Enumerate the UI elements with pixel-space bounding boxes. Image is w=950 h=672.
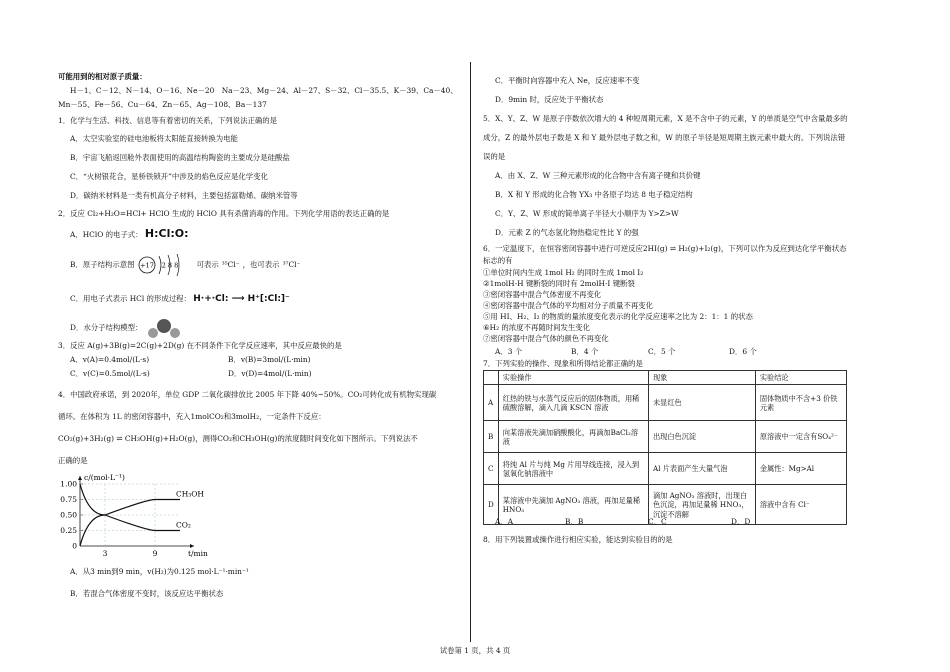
q1-option-b[interactable]: B．宇宙飞船返回舱外表面使用的高温结构陶瓷的主要成分是硅酸盐: [70, 153, 290, 162]
q2-option-c[interactable]: [70, 294, 290, 305]
operation-cell: 红热的铁与水蒸气反应后的固体物质，用稀硫酸溶解，滴入几滴 KSCN 溶液: [498, 385, 648, 421]
q2-option-b[interactable]: [70, 252, 300, 278]
column-header: 现象: [648, 371, 755, 385]
q6-option-c[interactable]: C．5 个: [648, 347, 676, 356]
conclusion-cell: 原溶液中一定含有SO₄²⁻: [755, 421, 846, 453]
table-header-row: [484, 371, 847, 385]
q4-option-c[interactable]: C．平衡时向容器中充入 Ne，反应速率不变: [495, 76, 640, 85]
row-label: C: [484, 453, 499, 485]
q1-option-d[interactable]: D．碳纳米材料是一类有机高分子材料，主要包括富勒烯、碳纳米管等: [70, 191, 298, 200]
q2-option-b-label: B．原子结构示意图: [70, 260, 135, 270]
row-label: D: [484, 485, 499, 525]
q7-option-b[interactable]: B．B: [565, 517, 584, 526]
q2-option-a[interactable]: [70, 227, 189, 241]
q4-option-a[interactable]: A．从3 min到9 min，v(H₂)为0.125 mol·L⁻¹·min⁻¹: [70, 567, 249, 576]
water-molecule-model: [146, 316, 182, 340]
q5-stem-line2: 成分，Z 的最外层电子数是 X 和 Y 最外层电子数之和，W 的原子半径是短周期主族元素中最大的。下列说法错: [483, 133, 846, 142]
q6-item: ②1molH-H 键断裂的同时有 2molH-I 键断裂: [483, 279, 635, 288]
y-tick-label: 0.75: [60, 495, 77, 504]
y-axis-label: c/(mol·L⁻¹): [84, 473, 125, 482]
atomic-mass-list: H－1、C－12、N－14、O－16、Ne－20 Na－23、Mg－24、Al－27、S－32、Cl－35.5、K－39、Ca－40、: [70, 86, 458, 95]
q2-option-b-ion2: ³⁷Cl⁻: [282, 260, 301, 270]
x-axis-arrow: [190, 544, 194, 548]
hydrogen-atom: [170, 328, 180, 338]
q2-option-a-label: A．HClO 的电子式：: [70, 230, 143, 239]
q7-option-c[interactable]: C．C: [648, 517, 667, 526]
oxygen-atom: [157, 319, 171, 333]
hydrogen-atom: [148, 328, 158, 338]
q5-option-a[interactable]: A．由 X、Z、W 三种元素形成的化合物中含有离子键和共价键: [495, 171, 701, 180]
q5-option-c[interactable]: C．Y、Z、W 形成的简单离子半径大小顺序为 Y>Z>W: [495, 209, 679, 218]
q3-stem: 3．反应 A(g)+3B(g)=2C(g)+2D(g) 在不同条件下化学反应速率，其中反应最快的是: [58, 341, 342, 350]
q7-stem: 7．下列实验的操作、现象和所得结论都正确的是: [483, 359, 643, 368]
x-tick-label: 9: [152, 549, 158, 558]
y-axis-arrow: [78, 476, 82, 480]
q1-option-c[interactable]: C．“火树银花合，星桥铁锁开”中涉及的焰色反应是化学变化: [70, 172, 268, 181]
q2-option-d-label: D．水分子结构模型：: [70, 323, 143, 333]
q2-option-b-tail2: ，也可表示: [242, 260, 280, 270]
operation-cell: 向某溶液先滴加硝酸酸化，再滴加BaCl₂溶液: [498, 421, 648, 453]
y-tick-label: 0: [72, 541, 77, 551]
q6-item: ③密闭容器中混合气体密度不再变化: [483, 290, 602, 299]
conclusion-cell: 金属性：Mg>Al: [755, 453, 846, 485]
phenomenon-cell: 出现白色沉淀: [648, 421, 755, 453]
column-divider: [470, 62, 471, 642]
y-tick-label: 0.25: [60, 526, 77, 535]
operation-cell: 某溶液中先滴加 AgNO₃ 溶液，再加足量稀 HNO₃: [498, 485, 648, 525]
row-label: B: [484, 421, 499, 453]
q6-item: ⑥H₂ 的浓度不再随时间发生变化: [483, 323, 591, 332]
series-label: CO₂: [176, 520, 191, 530]
conclusion-cell: 固体物质中不含+3 价铁元素: [755, 385, 846, 421]
conclusion-cell: 溶液中含有 Cl⁻: [755, 485, 846, 525]
hcl-formation-formula: H·+·Cl: ⟶ H⁺[:Cl:]⁻: [193, 294, 290, 304]
concentration-chart: [58, 472, 258, 558]
table-row: [484, 453, 847, 485]
q5-option-b[interactable]: B．X 和 Y 形成的化合物 YX₃ 中各原子均达 8 电子稳定结构: [495, 190, 693, 199]
q2-option-d[interactable]: [70, 316, 182, 340]
q7-option-a[interactable]: A．A: [495, 517, 514, 526]
q3-option-c[interactable]: C．v(C)=0.5mol/(L·s): [70, 369, 150, 378]
q5-option-d[interactable]: D．元素 Z 的气态氢化物热稳定性比 Y 的强: [495, 228, 639, 237]
q3-option-b[interactable]: B．v(B)=3mol/(L·min): [228, 355, 311, 364]
row-label: A: [484, 385, 499, 421]
phenomenon-cell: 未显红色: [648, 385, 755, 421]
q6-item: ⑤用 HI、H₂、I₂ 的物质的量浓度变化表示的化学反应速率之比为 2：1：1 的状态: [483, 312, 753, 321]
table-corner-cell: [484, 371, 499, 385]
series-label: CH₃OH: [176, 489, 204, 499]
q1-option-a[interactable]: A．太空实验室的硅电池板将太阳能直接转换为电能: [70, 134, 238, 143]
phenomenon-cell: Al 片表面产生大量气泡: [648, 453, 755, 485]
q6-option-b[interactable]: B．4 个: [571, 347, 599, 356]
y-tick-label: 0.50: [60, 510, 77, 520]
atomic-mass-title: 可能用到的相对原子质量：: [58, 72, 147, 81]
q6-option-a[interactable]: A．3 个: [495, 347, 523, 356]
q4-stem-line3: CO₂(g)+3H₂(g) ⇌ CH₃OH(g)+H₂O(g)，测得CO₂和CH₃OH(g)的浓度随时间变化如下图所示。下列说法不: [58, 434, 418, 443]
q7-option-d[interactable]: D．D: [731, 517, 751, 526]
q6-option-d[interactable]: D．6 个: [729, 347, 757, 356]
q6-stem-line2: 标志的有: [483, 256, 513, 265]
q2-stem: 2．反应 Cl₂+H₂O=HCl+ HClO 生成的 HClO 具有杀菌消毒的作用。下列化学用语的表达正确的是: [58, 209, 390, 218]
q4-stem-line2: 循环。在体积为 1L 的密闭容器中，充入1molCO₂和3molH₂，一定条件下反应：: [58, 412, 326, 421]
q2-option-c-label: C．用电子式表示 HCl 的形成过程：: [70, 294, 191, 303]
column-header: 实验结论: [755, 371, 846, 385]
operation-cell: 将纯 Al 片与纯 Mg 片用导线连接，浸入到氢氧化钠溶液中: [498, 453, 648, 485]
hclo-electron-formula: H:Cl:O:: [144, 227, 189, 240]
q3-option-d[interactable]: D．v(D)=4mol/(L·min): [228, 369, 312, 378]
q7-experiment-table: [483, 370, 847, 525]
q6-item: ④密闭容器中混合气体的平均相对分子质量不再变化: [483, 301, 653, 310]
q5-stem-line3: 误的是: [483, 152, 506, 161]
q4-stem-line4: 正确的是: [58, 456, 88, 465]
atom-structure-diagram: [138, 252, 194, 278]
q6-item: ①单位时间内生成 1mol H₂ 的同时生成 1mol I₂: [483, 268, 644, 277]
q6-item: ⑦密闭容器中混合气体的颜色不再变化: [483, 334, 609, 343]
q4-stem-line1: 4．中国政府承诺，到 2020年，单位 GDP 二氧化碳排放比 2005 年下降 40%~50%。CO₂可转化成有机物实现碳: [58, 390, 437, 399]
column-header: 实验操作: [498, 371, 648, 385]
electron-shells: 2 8 8: [161, 261, 178, 270]
q6-stem-line1: 6．一定温度下，在恒容密闭容器中进行可逆反应2HI(g) ⇌ H₂(g)+I₂(g)，下列可以作为反应到达化学平衡状态: [483, 244, 847, 253]
nucleus-charge: +17: [139, 261, 154, 270]
q4-option-d[interactable]: D．9min 时，反应处于平衡状态: [495, 95, 604, 104]
x-tick-label: 3: [102, 549, 108, 558]
q2-option-b-ion1: ³⁵Cl⁻: [221, 260, 240, 270]
table-row: [484, 421, 847, 453]
q3-option-a[interactable]: A．v(A)=0.4mol/(L·s): [70, 355, 150, 364]
series-line: [80, 500, 180, 547]
q2-option-b-tail1: 可表示: [196, 260, 219, 270]
q4-option-b[interactable]: B．若混合气体密度不变时，该反应达平衡状态: [70, 589, 224, 598]
y-tick-label: 1.00: [60, 479, 77, 489]
x-axis-label: t/min: [188, 549, 208, 558]
q8-stem: 8．用下列装置或操作进行相应实验，能达到实验目的的是: [483, 535, 673, 544]
page-footer: 试卷第 1 页，共 4 页: [439, 646, 511, 655]
phenomenon-cell: 滴加 AgNO₃ 溶液时，出现白色沉淀，再加足量稀 HNO₃，沉淀不溶解: [648, 485, 755, 525]
q1-stem: 1．化学与生活、科技、信息等有着密切的关系，下列说法正确的是: [58, 116, 278, 125]
series-line: [80, 484, 180, 531]
q5-stem-line1: 5．X、Y、Z、W 是原子序数依次增大的 4 种短周期元素，X 是不含中子的元素，Y 的单质是空气中含量最多的: [483, 114, 848, 123]
table-row: [484, 385, 847, 421]
atomic-mass-list-2: Mn－55、Fe－56、Cu－64、Zn－65、Ag－108、Ba－137: [58, 100, 267, 109]
